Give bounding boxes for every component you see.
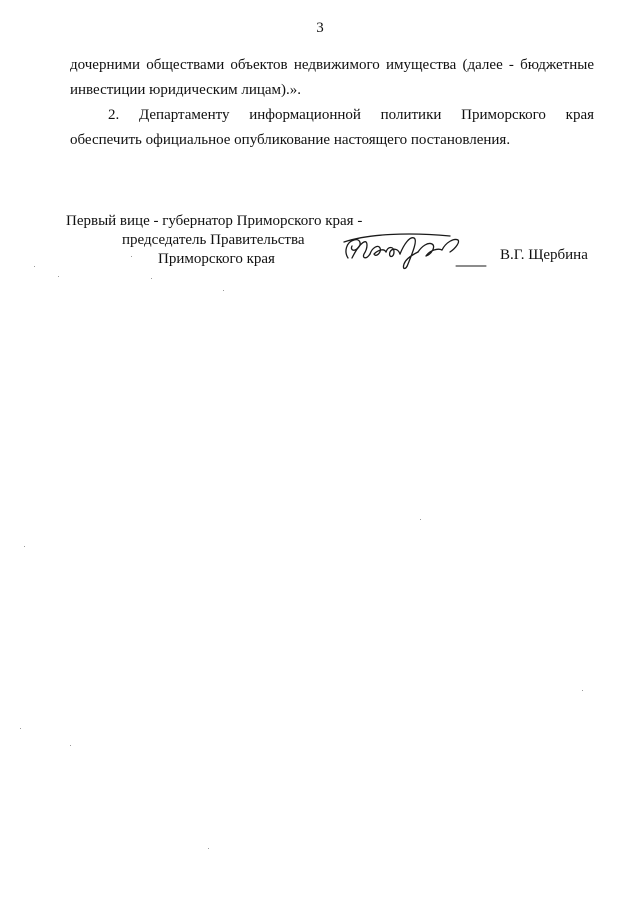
scan-speck (420, 519, 421, 520)
paragraph-2-line-1: 2. Департаменту информационной политики Приморского края (108, 107, 594, 123)
paragraph-1 (70, 53, 594, 103)
scan-speck (131, 256, 132, 257)
signatory-position-line-2: председатель Правительства (122, 232, 305, 248)
scan-speck (34, 266, 35, 267)
paragraph-2 (70, 103, 594, 153)
signer-name: В.Г. Щербина (500, 247, 588, 263)
paragraph-2-line-2: обеспечить официальное опубликование настоящего постановления. (70, 132, 511, 148)
signatory-position-line-3: Приморского края (158, 251, 275, 267)
scan-speck (58, 276, 59, 277)
scan-speck (24, 546, 25, 547)
scan-speck (208, 848, 209, 849)
scan-speck (20, 728, 21, 729)
scan-speck (582, 690, 583, 691)
page-number: 3 (316, 20, 324, 36)
paragraph-1-line-2: инвестиции юридическим лицам).». (70, 82, 302, 98)
scan-speck (70, 745, 71, 746)
handwritten-signature (338, 230, 488, 274)
paragraph-1-line-1: дочерними обществами объектов недвижимого имущества (далее - бюджетные (70, 57, 594, 73)
scan-speck (223, 290, 224, 291)
signatory-position-line-1: Первый вице - губернатор Приморского края - (66, 213, 363, 229)
scan-speck (151, 278, 152, 279)
